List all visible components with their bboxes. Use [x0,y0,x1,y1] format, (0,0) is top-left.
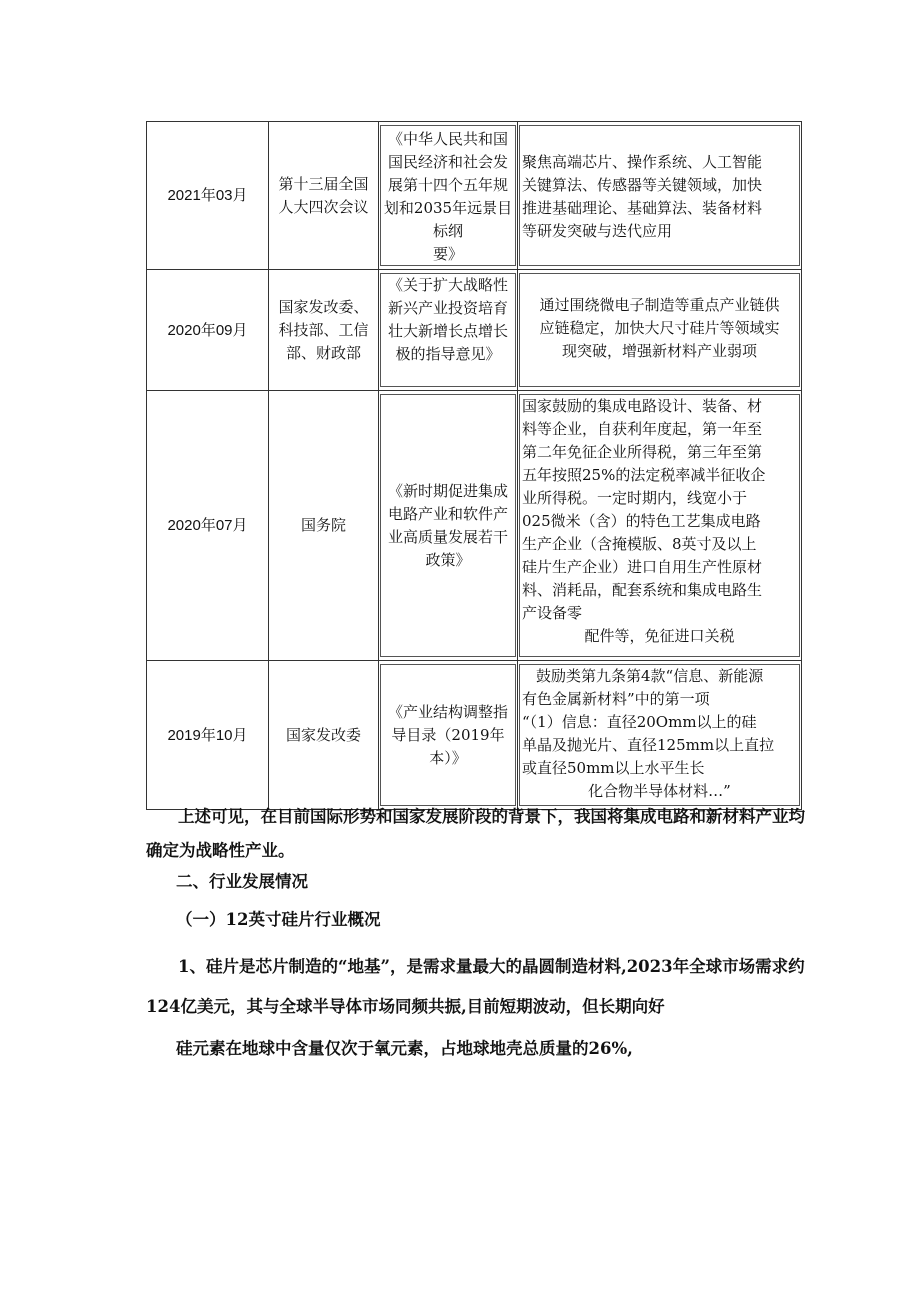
content-cell [518,661,802,810]
issuer-cell: 国家发改委、 科技部、工信 部、财政部 [269,270,379,391]
subsection-heading: （一）12英寸硅片行业概况 [176,910,381,929]
content-cell [518,270,802,391]
date-cell: 2021年03月 [147,122,269,270]
policy-table [146,121,802,810]
issuer-cell: 国务院 [269,391,379,661]
table-row [147,122,802,270]
content-box: 鼓励类第九条第4款“信息、新能源 有色金属新材料”中的第一项 “（1）信息：直径20Omm以上的硅 单晶及抛光片、直径125mm以上直拉 或直径50mm以上水平生长 化合物半导体材料…” [519,664,800,806]
content-box: 通过围绕微电子制造等重点产业链供 应链稳定，加快大尺寸硅片等领域实 现突破，增强新材料产业弱项 [519,273,800,387]
date-cell: 2020年07月 [147,391,269,661]
policy-box: 《产业结构调整指 导目录（2019年 本）》 [380,664,516,806]
body-paragraph: 硅元素在地球中含量仅次于氧元素，占地球地壳总质量的26%, [176,1039,633,1058]
policy-cell [379,270,518,391]
table-row [147,661,802,810]
section-heading: 二、行业发展情况 [176,872,308,891]
content-cell [518,122,802,270]
content-cell [518,391,802,661]
issuer-cell: 第十三届全国 人大四次会议 [269,122,379,270]
body-paragraph: 1、硅片是芯片制造的“地基”，是需求量最大的晶圆制造材料,2023年全球市场需求约124亿美元，其与全球半导体市场同频共振,目前短期波动，但长期向好 [146,957,805,1016]
summary-paragraph: 上述可见，在目前国际形势和国家发展阶段的背景下，我国将集成电路和新材料产业均确定为战略性产业。 [146,807,805,860]
date-cell: 2020年09月 [147,270,269,391]
content-box: 国家鼓励的集成电路设计、装备、材 料等企业，自获利年度起，第一年至 第二年免征企业所得税，第三年至第 五年按照25%的法定税率减半征收企 业所得税。一定时期内，线宽小于 025微米（含）的特色工艺集成电路 生产企业（含掩模版、8英寸及以上 硅片生产企业）进口自用生产性原材 料、消耗品，配套系统和集成电路生 产设备零 配件等，免征进口关税 [519,394,800,657]
policy-cell [379,391,518,661]
content-box: 聚焦高端芯片、操作系统、人工智能 关键算法、传感器等关键领域，加快 推进基础理论、基础算法、装备材料 等研发突破与迭代应用 [519,125,800,266]
table-row [147,391,802,661]
policy-box: 《新时期促进集成 电路产业和软件产 业高质量发展若干 政策》 [380,394,516,657]
policy-cell [379,661,518,810]
date-cell: 2019年10月 [147,661,269,810]
policy-cell [379,122,518,270]
table-row [147,270,802,391]
policy-box: 《关于扩大战略性 新兴产业投资培育 壮大新增长点增长 极的指导意见》 [380,273,516,387]
policy-box: 《中华人民共和国 国民经济和社会发 展第十四个五年规 划和2035年远景目 标纲 要》 [380,125,516,266]
issuer-cell: 国家发改委 [269,661,379,810]
